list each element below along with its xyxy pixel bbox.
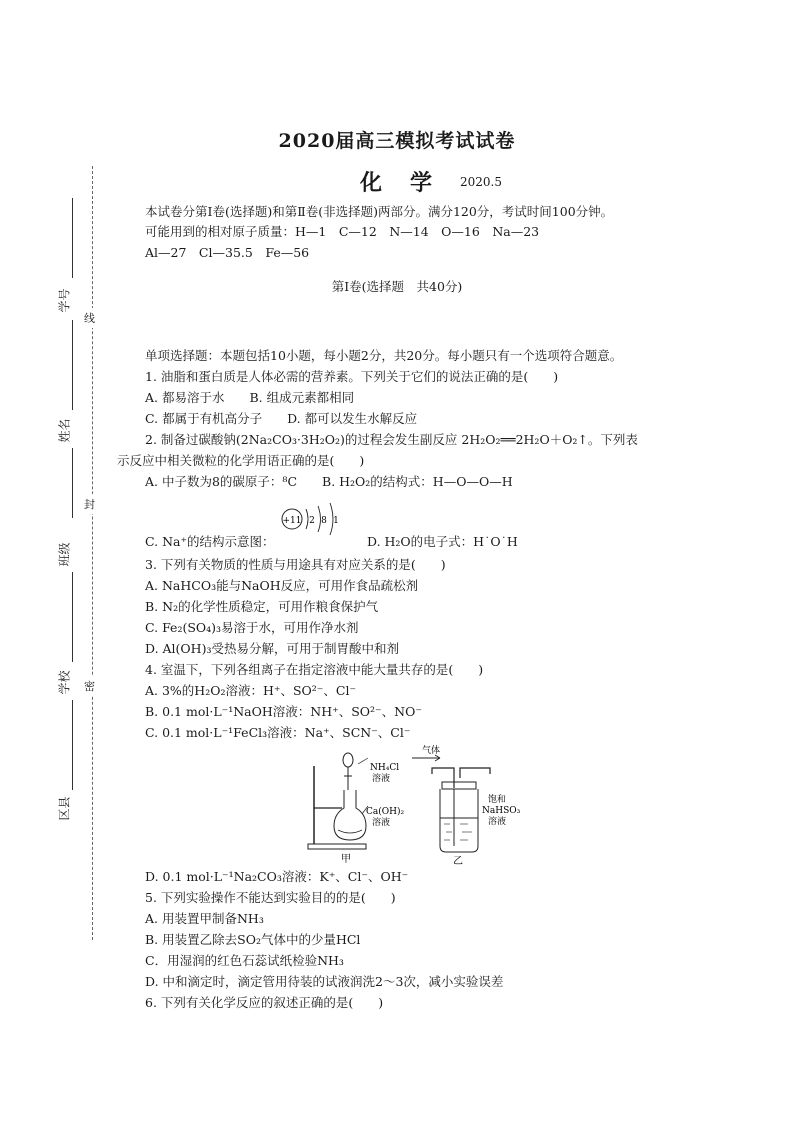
q6-stem: 6. 下列有关化学反应的叙述正确的是( ) — [145, 995, 384, 1010]
field-label-school: 学校 — [57, 670, 72, 695]
section-heading: 单项选择题：本题包括10小题，每小题2分，共20分。每小题只有一个选项符合题意。 — [145, 348, 623, 363]
field-label-name: 姓名 — [57, 418, 72, 443]
yi-gas-label: 气体 — [422, 746, 441, 756]
exam-title: 2020届高三模拟考试试卷 — [278, 130, 516, 152]
jia-reagent2-line1: Ca(OH)₂ — [366, 807, 405, 817]
jia-reagent1-line1: NH₄Cl — [370, 763, 400, 773]
na-shell-1: 2 — [309, 516, 315, 526]
field-line — [72, 700, 73, 790]
q5-option-d: D. 中和滴定时，滴定管用待装的试液润洗2～3次，减小实验误差 — [145, 974, 504, 989]
binding-char-mi: 密 — [84, 676, 95, 696]
yi-label: 乙 — [453, 856, 463, 866]
part1-title: 第Ⅰ卷(选择题 共40分) — [331, 279, 463, 294]
q3-stem: 3. 下列有关物质的性质与用途具有对应关系的是( ) — [145, 557, 446, 572]
field-line — [72, 320, 73, 410]
yi-reagent-line3: 溶液 — [488, 817, 507, 827]
q4-option-c: C. 0.1 mol·L⁻¹FeCl₃溶液：Na⁺、SCN⁻、Cl⁻ — [145, 725, 411, 740]
q2-stem-b: 示反应中相关微粒的化学用语正确的是( ) — [117, 453, 365, 468]
q4-option-b: B. 0.1 mol·L⁻¹NaOH溶液：NH⁺、SO²⁻、NO⁻ — [145, 704, 422, 719]
q5-option-c: C．用湿润的红色石蕊试纸检验NH₃ — [145, 953, 344, 968]
exam-date: 2020.5 — [460, 175, 502, 189]
q2-options-ab: A. 中子数为8的碳原子：⁸C B. H₂O₂的结构式：H—O—O—H — [145, 474, 513, 489]
q4-stem: 4. 室温下，下列各组离子在指定溶液中能大量共存的是( ) — [145, 662, 484, 677]
q1-options-ab: A. 都易溶于水 B. 组成元素都相同 — [145, 390, 355, 405]
jia-label: 甲 — [341, 854, 351, 865]
na-shell-3: 1 — [333, 516, 339, 526]
binding-char-xian: 线 — [84, 308, 95, 328]
q1-options-cd: C. 都属于有机高分子 D. 都可以发生水解反应 — [145, 411, 418, 426]
intro-line-3: Al—27 Cl—35.5 Fe—56 — [145, 245, 310, 260]
q3-option-d: D. Al(OH)₃受热易分解，可用于制胃酸中和剂 — [145, 641, 399, 656]
apparatus-jia-diagram — [300, 748, 410, 866]
field-line — [72, 572, 73, 662]
intro-line-1: 本试卷分第Ⅰ卷(选择题)和第Ⅱ卷(非选择题)两部分。满分120分，考试时间100分钟。 — [145, 204, 614, 219]
na-ion-structure-diagram — [280, 503, 350, 539]
binding-char-feng: 封 — [84, 494, 95, 514]
q3-option-c: C. Fe₂(SO₄)₃易溶于水，可用作净水剂 — [145, 620, 359, 635]
q3-option-b: B. N₂的化学性质稳定，可用作粮食保护气 — [145, 599, 379, 614]
na-shell-2: 8 — [321, 516, 327, 526]
q1-stem: 1. 油脂和蛋白质是人体必需的营养素。下列关于它们的说法正确的是( ) — [145, 369, 559, 384]
yi-reagent-line1: 饱和 — [488, 795, 507, 805]
field-line — [72, 448, 73, 518]
q4-option-a: A. 3%的H₂O₂溶液：H⁺、SO²⁻、Cl⁻ — [145, 683, 357, 698]
q5-option-b: B. 用装置乙除去SO₂气体中的少量HCl — [145, 932, 361, 947]
field-label-class: 班级 — [57, 542, 72, 567]
q5-stem: 5. 下列实验操作不能达到实验目的的是( ) — [145, 890, 396, 905]
field-label-district: 区县 — [57, 796, 72, 821]
jia-reagent1-line2: 溶液 — [372, 774, 391, 784]
field-label-student-id: 学号 — [57, 288, 72, 313]
yi-reagent-line2: NaHSO₃ — [482, 806, 521, 816]
q2-option-c: C. Na⁺的结构示意图： — [145, 534, 275, 549]
q2-stem-a: 2. 制备过碳酸钠(2Na₂CO₃·3H₂O₂)的过程会发生副反应 2H₂O₂══2H₂O＋O₂↑。下列表 — [145, 432, 638, 447]
subject-title: 化学 — [360, 170, 461, 196]
q2-option-d: D. H₂O的电子式：H˙O˙H — [367, 534, 518, 549]
q5-option-a: A. 用装置甲制备NH₃ — [145, 911, 264, 926]
apparatus-yi-diagram — [410, 742, 522, 866]
field-line — [72, 198, 73, 278]
intro-line-2: 可能用到的相对原子质量：H—1 C—12 N—14 O—16 Na—23 — [145, 224, 540, 239]
na-nucleus-label: +11 — [282, 516, 302, 526]
jia-reagent2-line2: 溶液 — [372, 818, 391, 828]
q4-option-d: D. 0.1 mol·L⁻¹Na₂CO₃溶液：K⁺、Cl⁻、OH⁻ — [145, 869, 409, 884]
q3-option-a: A. NaHCO₃能与NaOH反应，可用作食品疏松剂 — [145, 578, 419, 593]
